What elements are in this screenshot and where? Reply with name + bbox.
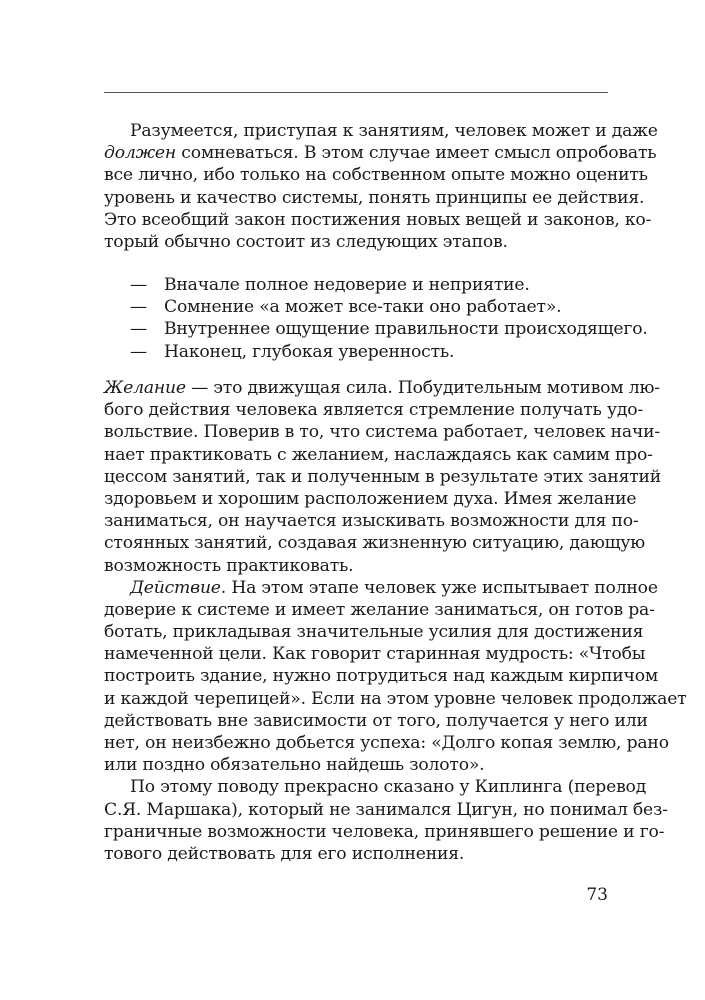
text-line: должен сомневаться. В этом случае имеет смысл опробовать xyxy=(104,143,657,164)
emphasis: должен xyxy=(104,143,177,164)
dash-marker: — xyxy=(130,341,147,362)
text-line: намеченной цели. Как говорит старинная мудрость: «Чтобы xyxy=(104,644,646,665)
text-line: действовать вне зависимости от того, получается у него или xyxy=(104,710,648,731)
paragraph-1 xyxy=(104,120,658,253)
dash-marker: — xyxy=(130,275,147,295)
paragraph-desire xyxy=(104,377,687,865)
text-line: доверие к системе и имеет желание заниматься, он готов ра- xyxy=(104,599,655,620)
list-item: — Вначале полное недоверие и неприятие. xyxy=(130,275,530,295)
text-line: торый обычно состоит из следующих этапов. xyxy=(104,231,508,252)
text-line: или поздно обязательно найдешь золото». xyxy=(104,755,485,776)
list-item: — Наконец, глубокая уверенность. xyxy=(130,341,455,362)
text-line: Желание — это движущая сила. Побудительным мотивом лю- xyxy=(104,378,660,398)
text-line: тового действовать для его исполнения. xyxy=(104,843,465,864)
text-line: С.Я. Маршака), который не занимался Цигун, но понимал без- xyxy=(104,799,668,820)
text-line: здоровьем и хорошим расположением духа. Имея желание xyxy=(104,488,637,509)
page-number: 73 xyxy=(586,885,608,905)
header-rule xyxy=(104,92,608,93)
emphasis: Желание xyxy=(104,378,186,398)
list-item: — Внутреннее ощущение правильности происходящего. xyxy=(130,319,648,340)
text-line: бого действия человека является стремление получать удо- xyxy=(104,400,644,421)
text-line: нает практиковать с желанием, наслаждаясь как самим про- xyxy=(104,444,653,465)
emphasis: Действие xyxy=(130,577,221,598)
text-line: вольствие. Поверив в то, что система работает, человек начи- xyxy=(104,422,661,443)
dash-marker: — xyxy=(130,319,147,340)
text-line: все лично, ибо только на собственном опыте можно оценить xyxy=(104,165,648,186)
text-line: стоянных занятий, создавая жизненную ситуацию, дающую xyxy=(104,533,646,554)
text-line: нет, он неизбежно добьется успеха: «Долго копая землю, рано xyxy=(104,733,669,753)
text-line: ботать, прикладывая значительные усилия для достижения xyxy=(104,622,644,643)
text-line: Разумеется, приступая к занятиям, человек может и даже xyxy=(130,121,658,141)
text-line: возможность практиковать. xyxy=(104,555,354,576)
text-line: построить здание, нужно потрудиться над каждым кирпичом xyxy=(104,666,659,687)
dash-list xyxy=(104,274,648,363)
text-line: граничные возможности человека, принявшего решение и го- xyxy=(104,821,665,842)
text-line: цессом занятий, так и полученным в результате этих занятий xyxy=(104,466,662,487)
text-line: уровень и качество системы, понять принципы ее действия. xyxy=(104,187,645,208)
text-line: Действие. На этом этапе человек уже испытывает полное xyxy=(130,577,658,598)
text-line: По этому поводу прекрасно сказано у Киплинга (перевод xyxy=(130,777,647,798)
text-line: и каждой черепицей». Если на этом уровне человек продолжает xyxy=(104,688,687,709)
text-line: заниматься, он научается изыскивать возможности для по- xyxy=(104,511,639,532)
dash-marker: — xyxy=(130,297,147,318)
text-line: Это всеобщий закон постижения новых вещей и законов, ко- xyxy=(104,209,652,230)
list-item: — Сомнение «а может все-таки оно работает». xyxy=(130,297,562,318)
